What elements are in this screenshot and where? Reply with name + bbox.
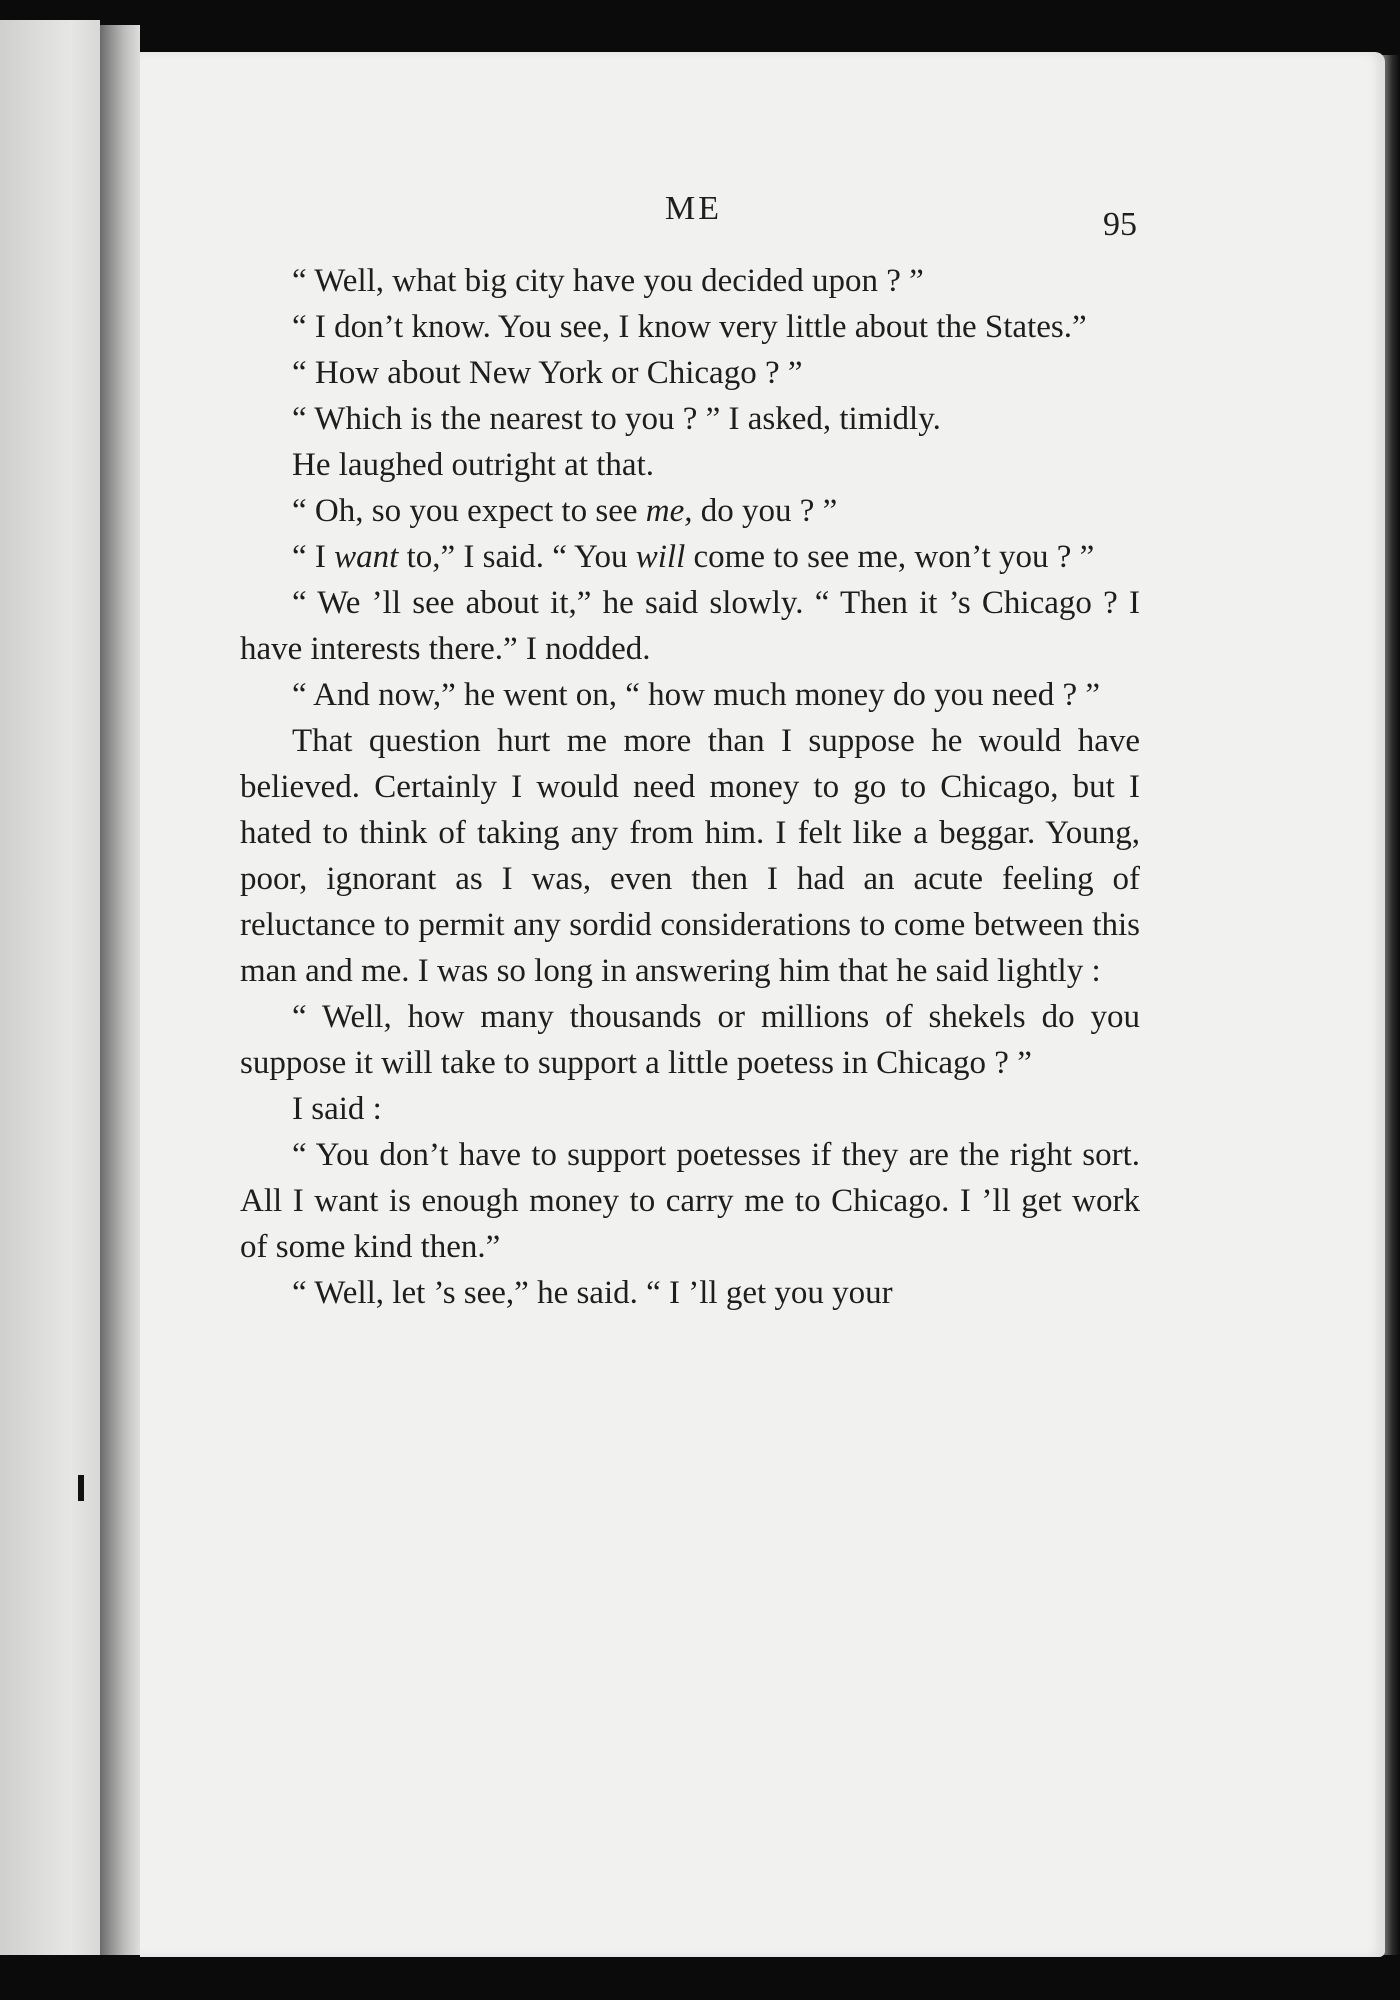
italic-text: want <box>334 539 399 575</box>
italic-text: me, <box>645 493 693 529</box>
text-run: “ You don’t have to support poetesses if they are the right sort. All I want is enough money to carry me to Chicago. I ’ll get work of some kind then.” <box>240 1137 1140 1265</box>
text-run: “ And now,” he went on, “ how much money do you need ? ” <box>292 677 1100 713</box>
running-head: ME <box>665 190 722 227</box>
text-run: come to see me, won’t you ? ” <box>685 539 1095 575</box>
paragraph <box>240 672 1140 718</box>
text-run: to,” I said. “ You <box>398 539 636 575</box>
book-gutter <box>100 25 140 1970</box>
text-run: “ I <box>292 539 335 575</box>
paragraph <box>240 304 1140 350</box>
facing-page-edge <box>0 20 100 1970</box>
text-run: do you ? ” <box>692 493 838 529</box>
paragraph <box>240 1086 1140 1132</box>
scan-bottom-border <box>0 1955 1400 2000</box>
paragraph <box>240 350 1140 396</box>
scan-top-border <box>0 0 1400 55</box>
text-run: “ How about New York or Chicago ? ” <box>292 355 803 391</box>
paragraph <box>240 580 1140 672</box>
paragraph <box>240 442 1140 488</box>
text-run: That question hurt me more than I suppose he would have believed. Certainly I would need money to go to Chicago, but I hated to think of taking any from him. I felt like a beggar. Young, poor, ignorant as I was, even then I had an acute feeling of reluctance to permit any sordid considerations to come between this man and me. I was so long in answering him that he said lightly : <box>240 723 1140 989</box>
body-text <box>240 258 1140 1316</box>
text-run: “ Well, what big city have you decided upon ? ” <box>292 263 924 299</box>
text-run: He laughed outright at that. <box>292 447 654 483</box>
paragraph <box>240 994 1140 1086</box>
text-run: “ I don’t know. You see, I know very little about the States.” <box>292 309 1087 345</box>
gutter-mark <box>78 1475 84 1501</box>
text-run: “ Well, how many thousands or millions of shekels do you suppose it will take to support a little poetess in Chicago ? ” <box>240 999 1140 1081</box>
text-run: I said : <box>292 1091 382 1127</box>
paragraph <box>240 534 1140 580</box>
paragraph <box>240 396 1140 442</box>
text-run: “ We ’ll see about it,” he said slowly. “ Then it ’s Chicago ? I have interests there.” I nodded. <box>240 585 1140 667</box>
text-run: “ Which is the nearest to you ? ” I asked, timidly. <box>292 401 941 437</box>
page-number: 95 <box>1103 206 1137 243</box>
paragraph <box>240 1132 1140 1270</box>
text-run: “ Oh, so you expect to see <box>292 493 646 529</box>
paragraph <box>240 258 1140 304</box>
paragraph <box>240 1270 1140 1316</box>
paragraph <box>240 718 1140 994</box>
italic-text: will <box>635 539 686 575</box>
text-run: “ Well, let ’s see,” he said. “ I ’ll get you your <box>292 1275 893 1311</box>
paragraph <box>240 488 1140 534</box>
